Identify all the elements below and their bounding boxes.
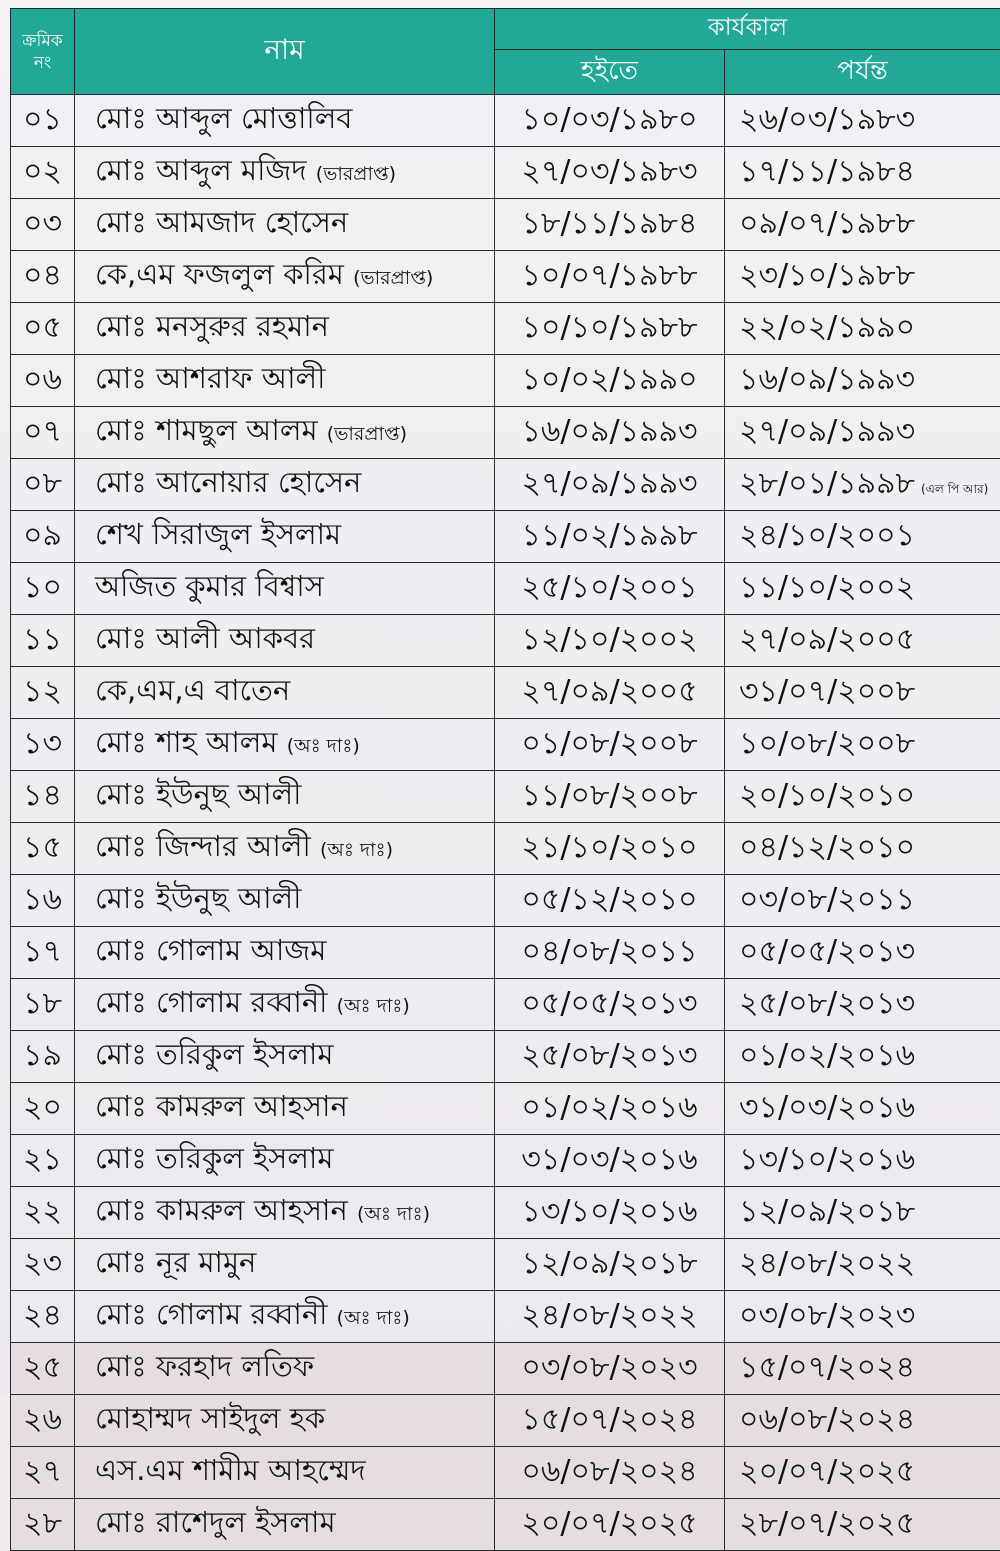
to-date-cell (725, 511, 1000, 563)
to-date: ২৫/০৮/২০১৩ (739, 986, 915, 1021)
table-row (11, 1447, 1000, 1499)
name-cell (75, 927, 495, 979)
serial-cell: ১২ (11, 667, 75, 719)
serial-cell: ২৩ (11, 1239, 75, 1291)
officer-name: মোঃ মনসুরুর রহমান (95, 309, 329, 343)
officer-name: মোঃ আব্দুল মজিদ (95, 153, 307, 187)
officer-name: কে,এম ফজলুল করিম (95, 257, 344, 291)
serial-cell: ২১ (11, 1135, 75, 1187)
to-date-cell (725, 1083, 1000, 1135)
officer-status-note: (ভারপ্রাপ্ত) (316, 163, 396, 185)
to-date-cell (725, 823, 1000, 875)
header-to: পর্যন্ত (725, 50, 1000, 95)
table-row (11, 1499, 1000, 1551)
officer-name: মোঃ কামরুল আহসান (95, 1089, 348, 1123)
officer-name: মোঃ গোলাম রব্বানী (95, 985, 327, 1019)
officer-status-note: (অঃ দাঃ) (337, 1307, 410, 1329)
to-date-cell (725, 199, 1000, 251)
to-date-cell (725, 719, 1000, 771)
from-date-cell: ১০/০৩/১৯৮০ (495, 95, 725, 147)
officer-name: মোঃ ইউনুছ আলী (95, 881, 301, 915)
to-date-cell (725, 1499, 1000, 1551)
to-date: ২২/০২/১৯৯০ (739, 310, 915, 345)
to-date: ১১/১০/২০০২ (739, 570, 915, 605)
name-cell (75, 771, 495, 823)
name-cell (75, 303, 495, 355)
table-row (11, 1395, 1000, 1447)
to-date: ২৬/০৩/১৯৮৩ (739, 102, 915, 137)
to-date: ০৪/১২/২০১০ (739, 830, 915, 865)
name-cell (75, 1499, 495, 1551)
to-date-cell (725, 927, 1000, 979)
officer-name: মোঃ জিন্দার আলী (95, 829, 311, 863)
table-row (11, 407, 1000, 459)
name-cell (75, 1395, 495, 1447)
from-date-cell: ১০/১০/১৯৮৮ (495, 303, 725, 355)
name-cell (75, 407, 495, 459)
from-date-cell: ০৩/০৮/২০২৩ (495, 1343, 725, 1395)
to-date: ৩১/০৭/২০০৮ (739, 674, 915, 709)
from-date-cell: ১০/০৭/১৯৮৮ (495, 251, 725, 303)
header-from: হইতে (495, 50, 725, 95)
serial-cell: ০৮ (11, 459, 75, 511)
table-row (11, 771, 1000, 823)
serial-cell: ১৩ (11, 719, 75, 771)
name-cell (75, 1083, 495, 1135)
serial-cell: ০৩ (11, 199, 75, 251)
officer-status-note: (অঃ দাঃ) (357, 1203, 430, 1225)
to-date: ২০/০৭/২০২৫ (739, 1454, 915, 1489)
to-date-cell (725, 563, 1000, 615)
officer-name: এস.এম শামীম আহম্মেদ (95, 1453, 366, 1487)
name-cell (75, 355, 495, 407)
officer-status-note: (অঃ দাঃ) (287, 735, 360, 757)
to-date-cell (725, 95, 1000, 147)
from-date-cell: ০১/০৮/২০০৮ (495, 719, 725, 771)
from-date-cell: ১২/০৯/২০১৮ (495, 1239, 725, 1291)
name-cell (75, 251, 495, 303)
name-cell (75, 1187, 495, 1239)
from-date-cell: ২৭/০৩/১৯৮৩ (495, 147, 725, 199)
to-date: ২৮/০১/১৯৯৮ (739, 466, 915, 501)
from-date-cell: ০৫/০৫/২০১৩ (495, 979, 725, 1031)
from-date-cell: ১০/০২/১৯৯০ (495, 355, 725, 407)
officer-name: মোঃ নূর মামুন (95, 1245, 256, 1279)
from-date-cell: ১১/০২/১৯৯৮ (495, 511, 725, 563)
serial-cell: ২০ (11, 1083, 75, 1135)
officer-name: মোঃ রাশেদুল ইসলাম (95, 1505, 336, 1539)
table-row (11, 199, 1000, 251)
to-date: ২৪/১০/২০০১ (739, 518, 915, 553)
to-date: ১৫/০৭/২০২৪ (739, 1350, 915, 1385)
name-cell (75, 459, 495, 511)
retirement-tag: (এল পি আর) (921, 482, 988, 496)
table-row (11, 303, 1000, 355)
from-date-cell: ২৫/০৮/২০১৩ (495, 1031, 725, 1083)
table-row (11, 1239, 1000, 1291)
officer-status-note: (অঃ দাঃ) (320, 839, 393, 861)
name-cell (75, 1031, 495, 1083)
serial-cell: ২৬ (11, 1395, 75, 1447)
officer-name: মোঃ শাহ আলম (95, 725, 278, 759)
to-date: ০৩/০৮/২০২৩ (739, 1298, 915, 1333)
to-date: ৩১/০৩/২০১৬ (739, 1090, 915, 1125)
header-name: নাম (75, 9, 495, 95)
table-row (11, 1187, 1000, 1239)
officer-name: মোঃ ফরহাদ লতিফ (95, 1349, 314, 1383)
officer-tenure-table (10, 8, 1000, 1551)
officer-status-note: (ভারপ্রাপ্ত) (353, 267, 433, 289)
serial-cell: ২৮ (11, 1499, 75, 1551)
officer-name: মোঃ ইউনুছ আলী (95, 777, 301, 811)
name-cell (75, 615, 495, 667)
from-date-cell: ২৫/১০/২০০১ (495, 563, 725, 615)
serial-cell: ২৫ (11, 1343, 75, 1395)
name-cell (75, 1447, 495, 1499)
name-cell (75, 563, 495, 615)
serial-cell: ০১ (11, 95, 75, 147)
table-row (11, 927, 1000, 979)
to-date-cell (725, 771, 1000, 823)
to-date-cell (725, 459, 1000, 511)
officer-status-note: (অঃ দাঃ) (337, 995, 410, 1017)
from-date-cell: ০৬/০৮/২০২৪ (495, 1447, 725, 1499)
table-row (11, 875, 1000, 927)
to-date: ২৭/০৯/১৯৯৩ (739, 414, 915, 449)
to-date-cell (725, 407, 1000, 459)
to-date-cell (725, 875, 1000, 927)
officer-name: শেখ সিরাজুল ইসলাম (95, 517, 341, 551)
table-row (11, 1083, 1000, 1135)
officer-name: মোঃ গোলাম রব্বানী (95, 1297, 327, 1331)
name-cell (75, 95, 495, 147)
from-date-cell: ১৫/০৭/২০২৪ (495, 1395, 725, 1447)
officer-name: মোঃ আশরাফ আলী (95, 361, 325, 395)
from-date-cell: ১১/০৮/২০০৮ (495, 771, 725, 823)
table-row (11, 355, 1000, 407)
serial-cell: ১৫ (11, 823, 75, 875)
serial-cell: ১০ (11, 563, 75, 615)
officer-name: মোঃ কামরুল আহসান (95, 1193, 348, 1227)
to-date-cell (725, 1031, 1000, 1083)
from-date-cell: ৩১/০৩/২০১৬ (495, 1135, 725, 1187)
to-date: ০৩/০৮/২০১১ (739, 882, 915, 917)
to-date: ০৫/০৫/২০১৩ (739, 934, 915, 969)
to-date-cell (725, 147, 1000, 199)
table-row (11, 667, 1000, 719)
table-row (11, 719, 1000, 771)
to-date-cell (725, 615, 1000, 667)
name-cell (75, 979, 495, 1031)
serial-cell: ১৭ (11, 927, 75, 979)
officer-name: মোঃ তরিকুল ইসলাম (95, 1141, 333, 1175)
name-cell (75, 511, 495, 563)
from-date-cell: ২০/০৭/২০২৫ (495, 1499, 725, 1551)
serial-cell: ২২ (11, 1187, 75, 1239)
serial-cell: ২৭ (11, 1447, 75, 1499)
table-body (11, 95, 1000, 1551)
officer-name: মোঃ গোলাম আজম (95, 933, 326, 967)
serial-cell: ১৯ (11, 1031, 75, 1083)
serial-cell: ২৪ (11, 1291, 75, 1343)
to-date-cell (725, 303, 1000, 355)
serial-cell: ১৪ (11, 771, 75, 823)
from-date-cell: ২১/১০/২০১০ (495, 823, 725, 875)
table-row (11, 95, 1000, 147)
name-cell (75, 823, 495, 875)
to-date: ১০/০৮/২০০৮ (739, 726, 915, 761)
table-row (11, 251, 1000, 303)
to-date-cell (725, 1291, 1000, 1343)
to-date: ২০/১০/২০১০ (739, 778, 915, 813)
officer-status-note: (ভারপ্রাপ্ত) (327, 423, 407, 445)
to-date: ২৮/০৭/২০২৫ (739, 1506, 915, 1541)
to-date: ১৬/০৯/১৯৯৩ (739, 362, 915, 397)
serial-cell: ০৪ (11, 251, 75, 303)
from-date-cell: ২৪/০৮/২০২২ (495, 1291, 725, 1343)
table-header (11, 9, 1000, 95)
serial-cell: ০২ (11, 147, 75, 199)
officer-name: মোঃ আলী আকবর (95, 621, 315, 655)
name-cell (75, 1239, 495, 1291)
name-cell (75, 147, 495, 199)
serial-cell: ০৫ (11, 303, 75, 355)
to-date: ০৬/০৮/২০২৪ (739, 1402, 915, 1437)
name-cell (75, 199, 495, 251)
serial-cell: ০৭ (11, 407, 75, 459)
table-row (11, 511, 1000, 563)
to-date-cell (725, 1239, 1000, 1291)
to-date-cell (725, 355, 1000, 407)
table-row (11, 823, 1000, 875)
name-cell (75, 1343, 495, 1395)
to-date: ১৭/১১/১৯৮৪ (739, 154, 915, 189)
from-date-cell: ০৫/১২/২০১০ (495, 875, 725, 927)
to-date-cell (725, 667, 1000, 719)
serial-cell: ১১ (11, 615, 75, 667)
from-date-cell: ১৩/১০/২০১৬ (495, 1187, 725, 1239)
table-row (11, 1291, 1000, 1343)
from-date-cell: ০৪/০৮/২০১১ (495, 927, 725, 979)
officer-name: মোঃ তরিকুল ইসলাম (95, 1037, 333, 1071)
table-row (11, 615, 1000, 667)
table-row (11, 1031, 1000, 1083)
officer-name: মোঃ আব্দুল মোত্তালিব (95, 101, 352, 135)
table-row (11, 459, 1000, 511)
serial-cell: ০৯ (11, 511, 75, 563)
to-date: ১২/০৯/২০১৮ (739, 1194, 915, 1229)
from-date-cell: ২৭/০৯/১৯৯৩ (495, 459, 725, 511)
from-date-cell: ১২/১০/২০০২ (495, 615, 725, 667)
name-cell (75, 875, 495, 927)
serial-cell: ০৬ (11, 355, 75, 407)
table-row (11, 979, 1000, 1031)
serial-cell: ১৬ (11, 875, 75, 927)
to-date: ২৭/০৯/২০০৫ (739, 622, 915, 657)
name-cell (75, 1135, 495, 1187)
serial-cell: ১৮ (11, 979, 75, 1031)
table-row (11, 1135, 1000, 1187)
officer-name: মোঃ শামছুল আলম (95, 413, 318, 447)
to-date-cell (725, 979, 1000, 1031)
from-date-cell: ২৭/০৯/২০০৫ (495, 667, 725, 719)
to-date-cell (725, 251, 1000, 303)
officer-name: কে,এম,এ বাতেন (95, 673, 290, 707)
header-period: কার্যকাল (495, 9, 1000, 50)
from-date-cell: ০১/০২/২০১৬ (495, 1083, 725, 1135)
from-date-cell: ১৮/১১/১৯৮৪ (495, 199, 725, 251)
name-cell (75, 1291, 495, 1343)
name-cell (75, 667, 495, 719)
officer-name: মোঃ আনোয়ার হোসেন (95, 465, 361, 499)
to-date: ০৯/০৭/১৯৮৮ (739, 206, 915, 241)
table-row (11, 147, 1000, 199)
to-date: ১৩/১০/২০১৬ (739, 1142, 915, 1177)
officer-name: মোহাম্মদ সাইদুল হক (95, 1401, 325, 1435)
name-cell (75, 719, 495, 771)
to-date-cell (725, 1187, 1000, 1239)
to-date-cell (725, 1343, 1000, 1395)
from-date-cell: ১৬/০৯/১৯৯৩ (495, 407, 725, 459)
table-row (11, 1343, 1000, 1395)
officer-name: মোঃ আমজাদ হোসেন (95, 205, 348, 239)
to-date-cell (725, 1447, 1000, 1499)
to-date: ২৩/১০/১৯৮৮ (739, 258, 915, 293)
to-date: ০১/০২/২০১৬ (739, 1038, 915, 1073)
to-date-cell (725, 1135, 1000, 1187)
header-serial: ক্রমিক নং (11, 9, 75, 95)
table-row (11, 563, 1000, 615)
to-date: ২৪/০৮/২০২২ (739, 1246, 915, 1281)
officer-name: অজিত কুমার বিশ্বাস (95, 569, 324, 603)
to-date-cell (725, 1395, 1000, 1447)
